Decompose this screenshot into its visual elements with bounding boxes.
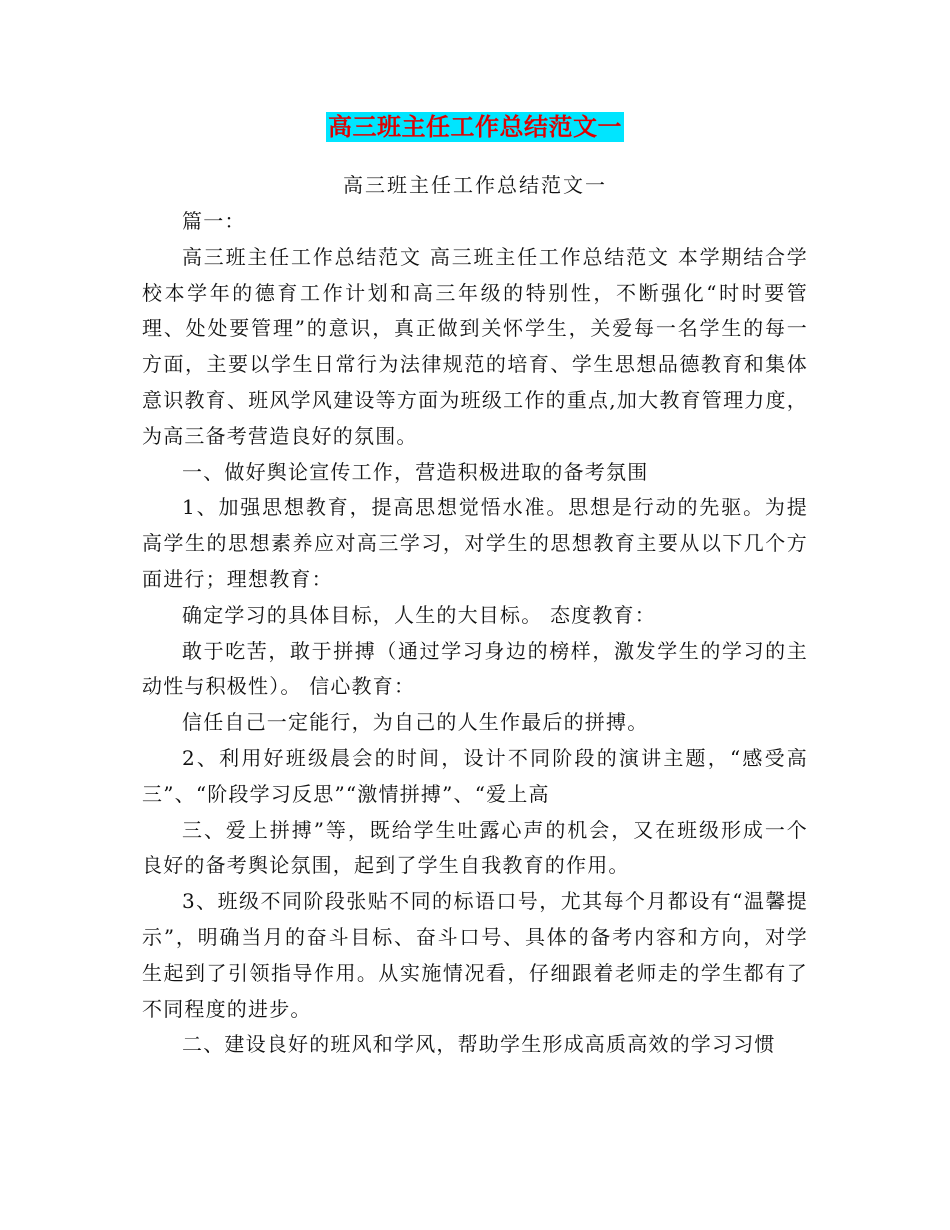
paragraph: 3、班级不同阶段张贴不同的标语口号，尤其每个月都设有“温馨提示”，明确当月的奋斗目标、奋斗口号、具体的备考内容和方向，对学生起到了引领指导作用。从实施情况看，仔细跟着老师走的学生都有了不同程度的进步。 [142,889,808,1021]
paragraph: 确定学习的具体目标，人生的大目标。 态度教育： [182,602,656,627]
paragraph: 敢于吃苦，敢于拼搏（通过学习身边的榜样，激发学生的学习的主动性与积极性）。 信心教育： [142,638,808,699]
section-heading: 二、建设良好的班风和学风，帮助学生形成高质高效的学习习惯 [182,1032,776,1057]
highlighted-title: 高三班主任工作总结范文一 [328,112,622,141]
paragraph: 三、爱上拼搏”等，既给学生吐露心声的机会，又在班级形成一个良好的备考舆论氛围，起到了学生自我教育的作用。 [142,817,808,878]
paragraph-heading: 篇一： [182,209,246,233]
section-heading: 一、做好舆论宣传工作，营造积极进取的备考氛围 [182,459,649,484]
paragraph: 1、加强思想教育，提高思想觉悟水准。思想是行动的先驱。为提高学生的思想素养应对高三学习，对学生的思想教育主要从以下几个方面进行；理想教育： [142,495,808,591]
paragraph: 2、利用好班级晨会的时间，设计不同阶段的演讲主题，“感受高三”、“阶段学习反思”“激情拼搏”、“爱上高 [142,745,808,806]
paragraph: 高三班主任工作总结范文 高三班主任工作总结范文 本学期结合学校本学年的德育工作计划和高三年级的特别性，不断强化“时时要管理、处处要管理”的意识，真正做到关怀学生，关爱每一名学生的每一方面，主要以学生日常行为法律规范的培育、学生思想品德教育和集体意识教育、班风学风建设等方面为班级工作的重点,加大教育管理力度，为高三备考营造良好的氛围。 [142,244,808,448]
subtitle: 高三班主任工作总结范文一 [343,173,607,197]
title-container [0,112,950,142]
paragraph: 信任自己一定能行，为自己的人生作最后的拼搏。 [182,710,649,735]
body-text [142,204,808,1063]
